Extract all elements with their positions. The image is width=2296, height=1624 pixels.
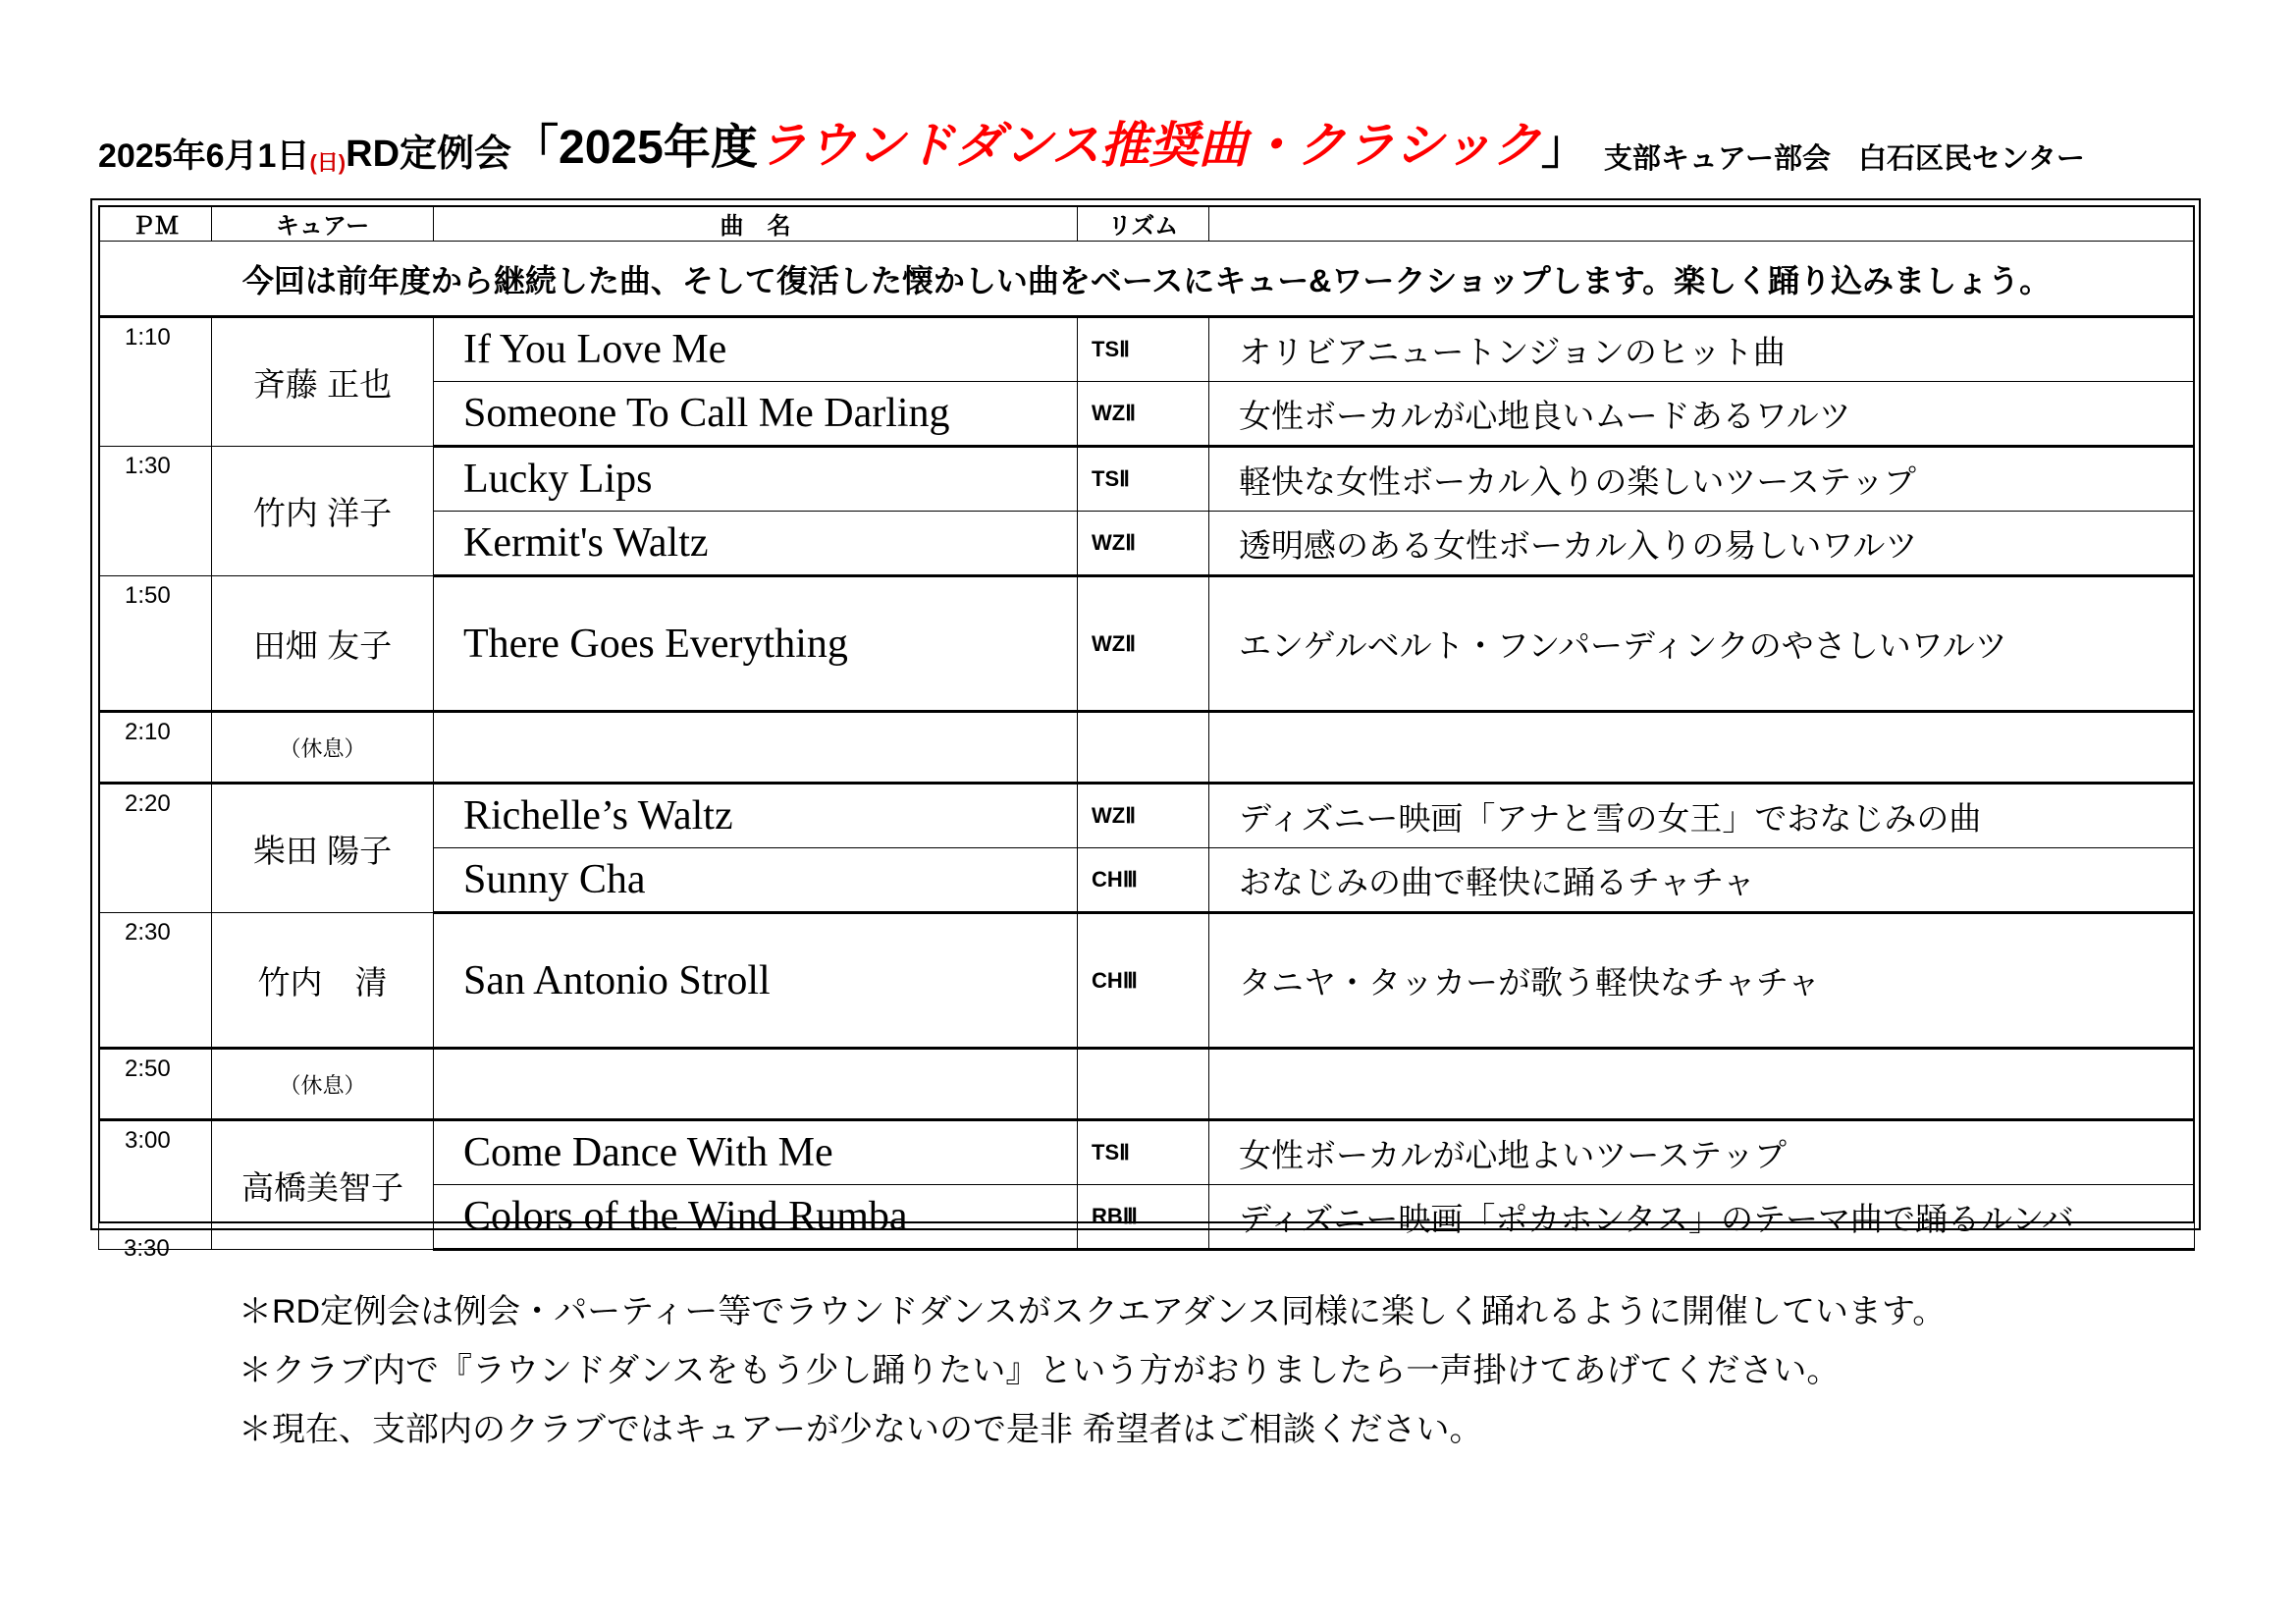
- song-description: 女性ボーカルが心地良いムードあるワルツ: [1209, 382, 2195, 447]
- notice-row: [99, 242, 2195, 317]
- note-2: ＊クラブ内で『ラウンドダンスをもう少し踊りたい』という方がおりましたら一声掛けてあげてください。: [239, 1352, 1841, 1389]
- break-label: （休息）: [212, 1049, 434, 1120]
- cuer-name: 斉藤 正也: [212, 317, 434, 447]
- song-description: 透明感のある女性ボーカル入りの易しいワルツ: [1209, 512, 2195, 576]
- song-rhythm: WZⅡ: [1078, 512, 1209, 576]
- document-header: [98, 116, 2209, 177]
- title-bracket-close: 」: [1540, 122, 1588, 174]
- rhythm-empty: [1078, 712, 1209, 784]
- cuer-name: 柴田 陽子: [212, 784, 434, 913]
- table-row: [99, 784, 2195, 848]
- table-row: [99, 1120, 2195, 1185]
- song-rhythm: CHⅢ: [1078, 913, 1209, 1049]
- notes-section: [239, 1282, 2104, 1459]
- event-date: 2025年6月1日: [98, 137, 310, 175]
- song-rhythm: WZⅡ: [1078, 382, 1209, 447]
- header-rhythm: リズム: [1078, 206, 1209, 242]
- slot-time: 3:00: [99, 1120, 212, 1250]
- organizer: 支部キュアー部会: [1603, 143, 1831, 175]
- song-title: Lucky Lips: [434, 447, 1078, 512]
- break-row: [99, 1049, 2195, 1120]
- song-empty: [434, 1049, 1078, 1120]
- song-title: Sunny Cha: [434, 848, 1078, 913]
- song-rhythm: WZⅡ: [1078, 576, 1209, 712]
- slot-time: 1:30: [99, 447, 212, 576]
- song-description: おなじみの曲で軽快に踊るチャチャ: [1209, 848, 2195, 913]
- slot-time: 2:50: [99, 1049, 212, 1120]
- note-1: ＊RD定例会は例会・パーティー等でラウンドダンスがスクエアダンス同様に楽しく踊れるように開催しています。: [239, 1293, 1947, 1330]
- program-table: [98, 205, 2195, 1251]
- song-description: 軽快な女性ボーカル入りの楽しいツーステップ: [1209, 447, 2195, 512]
- song-description: タニヤ・タッカーが歌う軽快なチャチャ: [1209, 913, 2195, 1049]
- table-row: [99, 913, 2195, 1049]
- song-rhythm: WZⅡ: [1078, 784, 1209, 848]
- cuer-name: 高橋美智子: [212, 1120, 434, 1250]
- header-song: 曲 名: [434, 206, 1078, 242]
- song-rhythm: TSⅡ: [1078, 317, 1209, 382]
- header-time: ＰＭ: [99, 206, 212, 242]
- song-title: There Goes Everything: [434, 576, 1078, 712]
- cuer-name: 竹内 洋子: [212, 447, 434, 576]
- event-name: RD定例会: [346, 134, 512, 175]
- desc-empty: [1209, 1049, 2195, 1120]
- table-row: [99, 447, 2195, 512]
- rhythm-empty: [1078, 1049, 1209, 1120]
- notice-text: 今回は前年度から継続した曲、そして復活した懐かしい曲をベースにキュー&ワークショップします。楽しく踊り込みましょう。: [99, 242, 2195, 317]
- song-title: San Antonio Stroll: [434, 913, 1078, 1049]
- break-row: [99, 712, 2195, 784]
- slot-time: 1:10: [99, 317, 212, 447]
- cuer-name: 竹内 清: [212, 913, 434, 1049]
- title-bracket-open: 「: [511, 122, 560, 174]
- table-row: [99, 576, 2195, 712]
- song-title: Colors of the Wind Rumba: [434, 1185, 1078, 1250]
- slot-time: 1:50: [99, 576, 212, 712]
- song-empty: [434, 712, 1078, 784]
- slot-time: 2:10: [99, 712, 212, 784]
- venue: 白石区民センター: [1857, 143, 2085, 175]
- break-label: （休息）: [212, 712, 434, 784]
- song-title: If You Love Me: [434, 317, 1078, 382]
- song-description: エンゲルベルト・フンパーディンクのやさしいワルツ: [1209, 576, 2195, 712]
- header-cuer: キュアー: [212, 206, 434, 242]
- song-description: ディズニー映画「ポカホンタス」のテーマ曲で踊るルンバ: [1209, 1185, 2195, 1250]
- title-highlight: ラウンドダンス推奨曲・クラシック: [757, 118, 1541, 173]
- table-row: [99, 317, 2195, 382]
- song-description: オリビアニュートンジョンのヒット曲: [1209, 317, 2195, 382]
- title-year: 2025年度: [559, 122, 758, 174]
- song-title: Come Dance With Me: [434, 1120, 1078, 1185]
- song-rhythm: RBⅢ: [1078, 1185, 1209, 1250]
- song-rhythm: TSⅡ: [1078, 1120, 1209, 1185]
- table-header-row: [99, 206, 2195, 242]
- note-3: ＊現在、支部内のクラブではキュアーが少ないので是非 希望者はご相談ください。: [239, 1411, 1483, 1448]
- song-description: 女性ボーカルが心地よいツーステップ: [1209, 1120, 2195, 1185]
- song-title: Someone To Call Me Darling: [434, 382, 1078, 447]
- song-description: ディズニー映画「アナと雪の女王」でおなじみの曲: [1209, 784, 2195, 848]
- song-title: Kermit's Waltz: [434, 512, 1078, 576]
- song-rhythm: CHⅢ: [1078, 848, 1209, 913]
- end-time: 3:30: [124, 1235, 170, 1262]
- desc-empty: [1209, 712, 2195, 784]
- song-rhythm: TSⅡ: [1078, 447, 1209, 512]
- song-title: Richelle’s Waltz: [434, 784, 1078, 848]
- slot-time: 2:30: [99, 913, 212, 1049]
- event-weekday: (日): [309, 150, 347, 175]
- cuer-name: 田畑 友子: [212, 576, 434, 712]
- slot-time: 2:20: [99, 784, 212, 913]
- header-desc: [1209, 206, 2195, 242]
